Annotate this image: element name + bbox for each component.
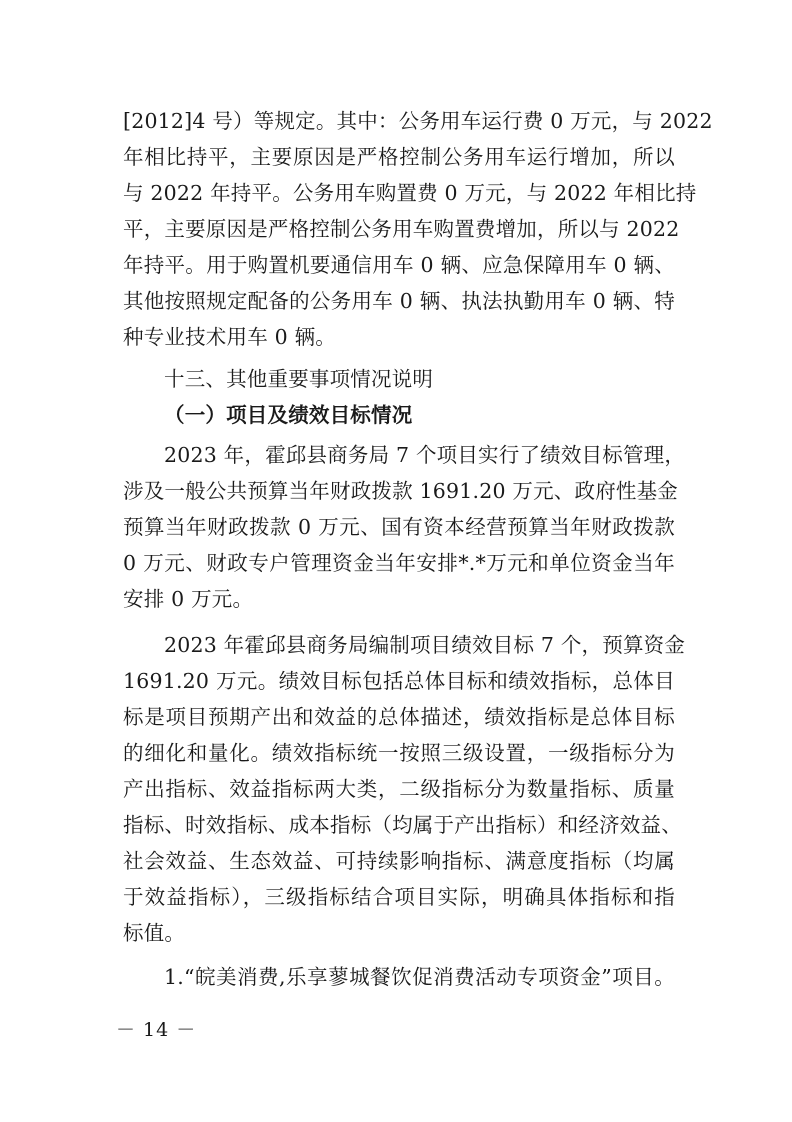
paragraph-line: 0 万元、财政专户管理资金当年安排*.*万元和单位资金当年 — [123, 551, 675, 575]
paragraph-line: 于效益指标），三级指标结合项目实际，明确具体指标和指 — [123, 885, 675, 909]
paragraph-line: 指标、时效指标、成本指标（均属于产出指标）和经济效益、 — [123, 813, 682, 837]
paragraph-line: 2023 年，霍邱县商务局 7 个项目实行了绩效目标管理， — [164, 443, 686, 467]
section-heading: 十三、其他重要事项情况说明 — [164, 367, 434, 391]
paragraph-line: 1691.20 万元。绩效目标包括总体目标和绩效指标，总体目 — [123, 669, 675, 693]
paragraph-line: 标是项目预期产出和效益的总体描述，绩效指标是总体目标 — [123, 705, 675, 729]
page-number: － 14 － — [116, 1019, 197, 1041]
paragraph-line: 年持平。用于购置机要通信用车 0 辆、应急保障用车 0 辆、 — [123, 253, 675, 277]
paragraph-line: 2023 年霍邱县商务局编制项目绩效目标 7 个，预算资金 — [164, 633, 686, 657]
paragraph-line: [2012]4 号）等规定。其中：公务用车运行费 0 万元，与 2022 — [123, 109, 713, 133]
paragraph-line: 安排 0 万元。 — [123, 587, 254, 611]
paragraph-line: 涉及一般公共预算当年财政拨款 1691.20 万元、政府性基金 — [123, 479, 679, 503]
paragraph-line: 种专业技术用车 0 辆。 — [123, 325, 336, 349]
paragraph-line: 预算当年财政拨款 0 万元、国有资本经营预算当年财政拨款 — [123, 515, 675, 539]
paragraph-line: 的细化和量化。绩效指标统一按照三级设置，一级指标分为 — [123, 741, 675, 765]
paragraph-line: 社会效益、生态效益、可持续影响指标、满意度指标（均属 — [123, 849, 675, 873]
subsection-heading: （一）项目及绩效目标情况 — [164, 403, 413, 427]
paragraph-line: 标值。 — [123, 921, 186, 945]
paragraph-line: 1.“皖美消费,乐享蓼城餐饮促消费活动专项资金”项目。 — [164, 965, 675, 989]
paragraph-line: 其他按照规定配备的公务用车 0 辆、执法执勤用车 0 辆、特 — [123, 289, 675, 313]
paragraph-line: 平，主要原因是严格控制公务用车购置费增加，所以与 2022 — [123, 217, 680, 241]
paragraph-line: 年相比持平，主要原因是严格控制公务用车运行增加，所以 — [123, 145, 675, 169]
paragraph-line: 与 2022 年持平。公务用车购置费 0 万元，与 2022 年相比持 — [123, 181, 697, 205]
paragraph-line: 产出指标、效益指标两大类，二级指标分为数量指标、质量 — [123, 777, 675, 801]
